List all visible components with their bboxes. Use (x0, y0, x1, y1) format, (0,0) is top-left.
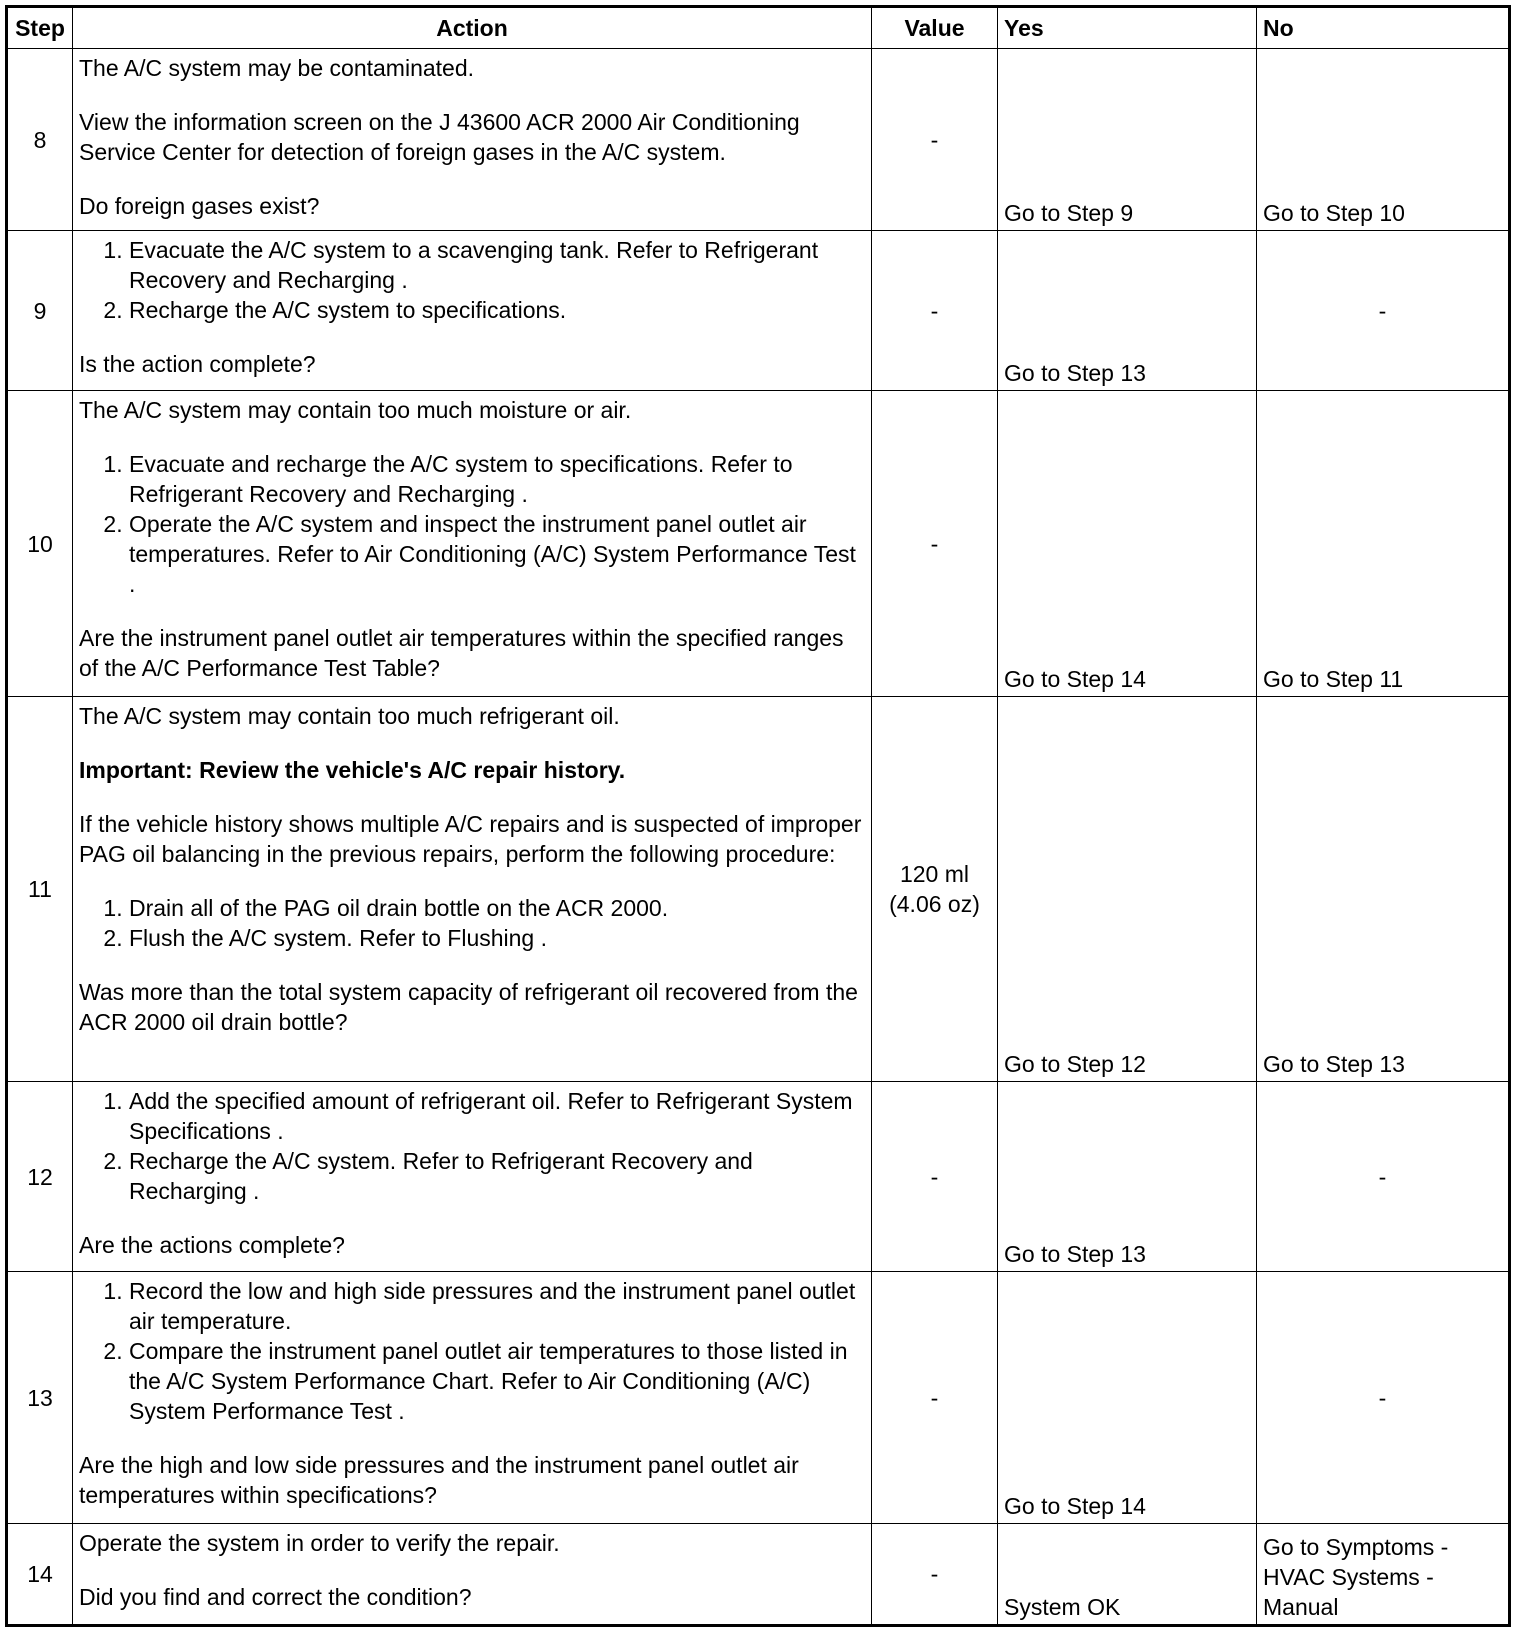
action-list-item: 2. Recharge the A/C system. Refer to Refrigerant Recovery and Recharging . (129, 1146, 865, 1206)
action-cell (73, 1524, 872, 1626)
action-cell (73, 1272, 872, 1524)
header-step: Step (7, 7, 73, 49)
yes-cell: Go to Step 13 (998, 1082, 1257, 1272)
value-cell: - (872, 49, 998, 231)
action-question: Was more than the total system capacity of refrigerant oil recovered from the ACR 2000 oil drain bottle? (79, 979, 858, 1035)
action-text: If the vehicle history shows multiple A/C repairs and is suspected of improper PAG oil balancing in the previous repairs, perform the following procedure: (79, 811, 862, 867)
action-list (79, 235, 865, 325)
action-list (79, 893, 865, 953)
no-cell: Go to Step 13 (1257, 697, 1510, 1082)
action-list-item: 2. Operate the A/C system and inspect the instrument panel outlet air temperatures. Refer to Air Conditioning (A/C) System Performance Test . (129, 509, 865, 599)
no-cell: Go to Symptoms - HVAC Systems - Manual (1257, 1524, 1510, 1626)
action-question: Do foreign gases exist? (79, 193, 320, 219)
action-list-item: 2. Compare the instrument panel outlet air temperatures to those listed in the A/C System Performance Chart. Refer to Air Conditioning (A/C) System Performance Test . (129, 1336, 865, 1426)
header-no: No (1257, 7, 1510, 49)
action-question: Is the action complete? (79, 351, 316, 377)
action-text: The A/C system may contain too much moisture or air. (79, 397, 632, 423)
no-cell: - (1257, 231, 1510, 391)
yes-cell: Go to Step 9 (998, 49, 1257, 231)
action-cell (73, 391, 872, 697)
action-list-item: 1. Evacuate the A/C system to a scavenging tank. Refer to Refrigerant Recovery and Recharging . (129, 235, 865, 295)
value-cell: - (872, 1082, 998, 1272)
action-question: Are the actions complete? (79, 1232, 345, 1258)
action-list (79, 449, 865, 599)
step-number: 9 (7, 231, 73, 391)
action-cell (73, 49, 872, 231)
action-list (79, 1086, 865, 1206)
action-list-item: 2. Recharge the A/C system to specifications. (129, 295, 865, 325)
value-cell: - (872, 391, 998, 697)
step-number: 12 (7, 1082, 73, 1272)
step-number: 11 (7, 697, 73, 1082)
value-cell (872, 697, 998, 1082)
important-note (79, 755, 865, 785)
action-list-item: 1. Record the low and high side pressures and the instrument panel outlet air temperature. (129, 1276, 865, 1336)
no-cell: Go to Step 10 (1257, 49, 1510, 231)
no-cell: Go to Step 11 (1257, 391, 1510, 697)
table-row-step-9 (7, 231, 1510, 391)
header-value: Value (872, 7, 998, 49)
step-number: 14 (7, 1524, 73, 1626)
header-row (7, 7, 1510, 49)
action-text: View the information screen on the J 43600 ACR 2000 Air Conditioning Service Center for detection of foreign gases in the A/C system. (79, 109, 800, 165)
value-oz: (4.06 oz) (889, 891, 980, 917)
yes-cell: Go to Step 13 (998, 231, 1257, 391)
table-row-step-10 (7, 391, 1510, 697)
table-row-step-8 (7, 49, 1510, 231)
step-number: 13 (7, 1272, 73, 1524)
table-row-step-13 (7, 1272, 1510, 1524)
action-cell (73, 1082, 872, 1272)
table-row-step-11 (7, 697, 1510, 1082)
step-number: 8 (7, 49, 73, 231)
yes-cell: System OK (998, 1524, 1257, 1626)
action-cell (73, 697, 872, 1082)
yes-cell: Go to Step 14 (998, 1272, 1257, 1524)
action-text: The A/C system may be contaminated. (79, 55, 475, 81)
value-cell: - (872, 1272, 998, 1524)
step-number: 10 (7, 391, 73, 697)
action-cell (73, 231, 872, 391)
header-action: Action (73, 7, 872, 49)
action-question: Are the high and low side pressures and the instrument panel outlet air temperatures within specifications? (79, 1452, 799, 1508)
header-yes: Yes (998, 7, 1257, 49)
no-cell: - (1257, 1272, 1510, 1524)
no-cell: - (1257, 1082, 1510, 1272)
action-list (79, 1276, 865, 1426)
diagnostic-table (5, 5, 1511, 1627)
value-cell: - (872, 1524, 998, 1626)
yes-cell: Go to Step 14 (998, 391, 1257, 697)
action-list-item: 1. Add the specified amount of refrigerant oil. Refer to Refrigerant System Specifications . (129, 1086, 865, 1146)
action-list-item: 2. Flush the A/C system. Refer to Flushing . (129, 923, 865, 953)
yes-cell: Go to Step 12 (998, 697, 1257, 1082)
action-question: Are the instrument panel outlet air temperatures within the specified ranges of the A/C Performance Test Table? (79, 625, 844, 681)
action-list-item: 1. Evacuate and recharge the A/C system to specifications. Refer to Refrigerant Recovery and Recharging . (129, 449, 865, 509)
action-text: The A/C system may contain too much refrigerant oil. (79, 703, 620, 729)
value-ml: 120 ml (899, 861, 970, 887)
value-cell: - (872, 231, 998, 391)
action-text: Operate the system in order to verify the repair. (79, 1530, 560, 1556)
action-question: Did you find and correct the condition? (79, 1584, 472, 1610)
table-row-step-12 (7, 1082, 1510, 1272)
action-list-item: 1. Drain all of the PAG oil drain bottle on the ACR 2000. (129, 893, 865, 923)
table-row-step-14 (7, 1524, 1510, 1626)
important-text: Important: Review the vehicle's A/C repair history. (79, 757, 626, 783)
